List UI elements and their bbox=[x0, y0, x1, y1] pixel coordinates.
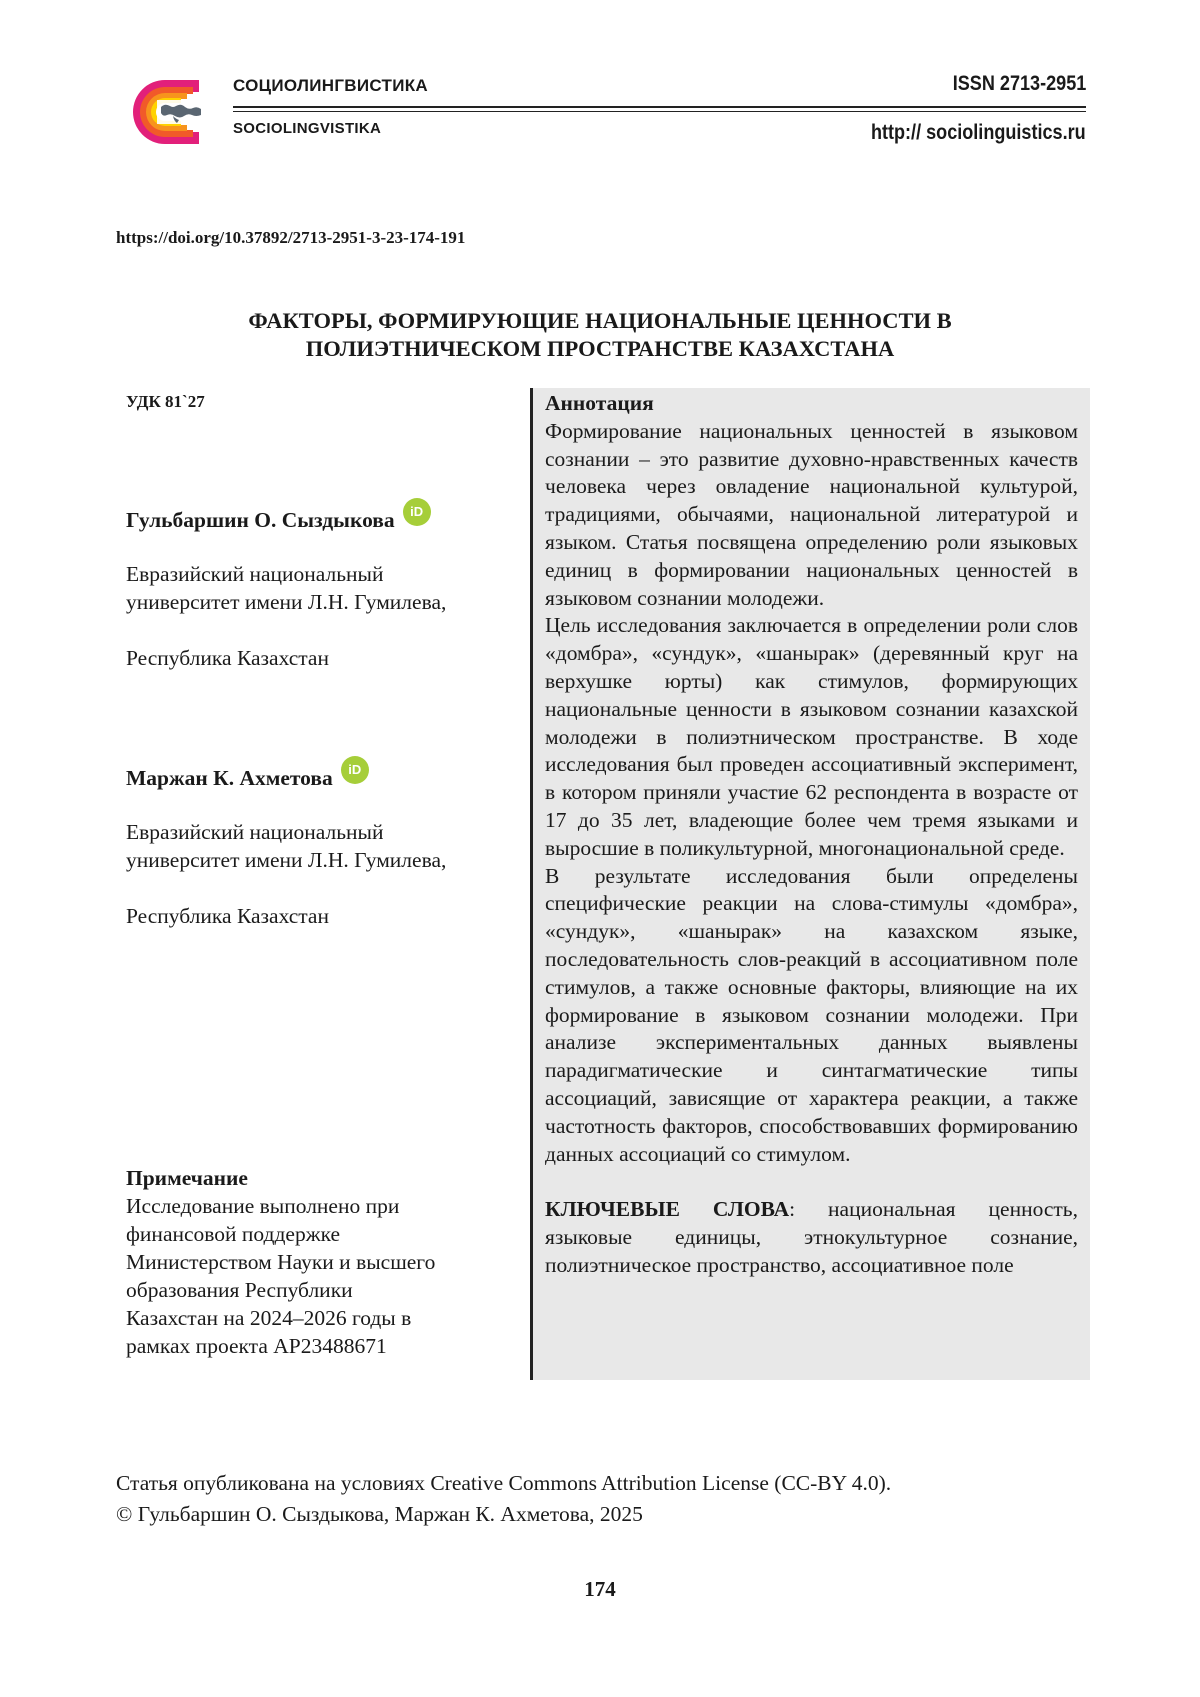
author-name-text: Гульбаршин О. Сыздыкова bbox=[126, 508, 395, 532]
note-line: финансовой поддержке bbox=[126, 1222, 341, 1246]
left-column bbox=[126, 388, 516, 1360]
keywords bbox=[545, 1196, 1078, 1279]
author-name bbox=[126, 506, 516, 534]
affiliation-line: университет имени Л.Н. Гумилева, bbox=[126, 848, 447, 872]
author-name-text: Маржан К. Ахметова bbox=[126, 766, 333, 790]
abstract-paragraph: В результате исследования были определены специфические реакции на слова-стимулы «домбра», «сундук», «шанырак» на казахском языке, последовательность слов-реакций в ассоциативном поле стимулов, а также основные факторы, влияющие на их формирование в языковом сознании молодежи. При анализе экспериментальных данных выявлены парадигматические и синтагматические типы ассоциаций, зависящие от характера реакции, а также частотность факторов, способствовавших формированию данных ассоциаций со стимулом. bbox=[545, 863, 1078, 1166]
journal-url[interactable]: http:// sociolinguistics.ru bbox=[871, 121, 1086, 144]
article-title-line1: ФАКТОРЫ, ФОРМИРУЮЩИЕ НАЦИОНАЛЬНЫЕ ЦЕННОСТИ В bbox=[248, 308, 952, 333]
affiliation-line: Евразийский национальный bbox=[126, 820, 384, 844]
author-affiliation bbox=[126, 560, 516, 616]
doi-link[interactable]: https://doi.org/10.37892/2713-2951-3-23-174-191 bbox=[116, 228, 466, 247]
header-divider-thin bbox=[233, 111, 1086, 112]
abstract-box bbox=[530, 388, 1090, 1380]
header-divider bbox=[233, 106, 1086, 108]
page-number: 174 bbox=[584, 1577, 616, 1601]
journal-logo-icon bbox=[113, 74, 213, 150]
orcid-icon[interactable]: iD bbox=[403, 498, 431, 526]
keywords-label: КЛЮЧЕВЫЕ СЛОВА bbox=[545, 1197, 790, 1222]
author-country: Республика Казахстан bbox=[126, 646, 329, 670]
author-name bbox=[126, 764, 516, 792]
orcid-icon[interactable]: iD bbox=[341, 756, 369, 784]
note-body bbox=[126, 1192, 516, 1360]
note-title: Примечание bbox=[126, 1166, 248, 1190]
footer bbox=[116, 1468, 891, 1530]
note-line: Казахстан на 2024–2026 годы в bbox=[126, 1306, 412, 1330]
abstract-paragraph: Формирование национальных ценностей в языковом сознании – это развитие духовно-нравственных качеств человека через овладение национальной культурой, традициями, обычаями, национальной литературой и языком. Статья посвящена определению роли языковых единиц в формировании национальных ценностей в языковом сознании молодежи. bbox=[545, 418, 1078, 610]
journal-title-en: SOCIOLINGVISTIKA bbox=[233, 120, 382, 137]
note-line: Исследование выполнено при bbox=[126, 1194, 400, 1218]
copyright-text: © Гульбаршин О. Сыздыкова, Маржан К. Ахметова, 2025 bbox=[116, 1502, 643, 1526]
article-title-line2: ПОЛИЭТНИЧЕСКОМ ПРОСТРАНСТВЕ КАЗАХСТАНА bbox=[305, 336, 895, 361]
affiliation-line: университет имени Л.Н. Гумилева, bbox=[126, 590, 447, 614]
udk: УДК 81`27 bbox=[126, 392, 205, 411]
keywords-list: : национальная ценность, языковые единицы, этнокультурное сознание, полиэтническое пространство, ассоциативное поле bbox=[545, 1197, 1078, 1277]
article-title bbox=[116, 307, 1084, 363]
note-line: рамках проекта AP23488671 bbox=[126, 1334, 387, 1358]
journal-title-ru: СОЦИОЛИНГВИСТИКА bbox=[233, 76, 428, 95]
abstract-paragraph: Цель исследования заключается в определении роли слов «домбра», «сундук», «шанырак» (деревянный круг на верхушке юрты) как стимулов, формирующих национальные ценности в языковом сознании казахской молодежи в полиэтническом пространстве. В ходе исследования был проведен ассоциативный эксперимент, в котором приняли участие 62 респондента в возрасте от 17 до 35 лет, владеющие более чем тремя языками и выросшие в поликультурной, многонациональной среде. bbox=[545, 613, 1078, 860]
affiliation-line: Евразийский национальный bbox=[126, 562, 384, 586]
author-country: Республика Казахстан bbox=[126, 904, 329, 928]
note-line: Министерством Науки и высшего bbox=[126, 1250, 436, 1274]
note-line: образования Республики bbox=[126, 1278, 353, 1302]
author-affiliation bbox=[126, 818, 516, 874]
license-text: Статья опубликована на условиях Creative Commons Attribution License (CC-BY 4.0). bbox=[116, 1471, 892, 1495]
abstract-title: Аннотация bbox=[545, 391, 654, 415]
issn: ISSN 2713-2951 bbox=[952, 72, 1086, 95]
